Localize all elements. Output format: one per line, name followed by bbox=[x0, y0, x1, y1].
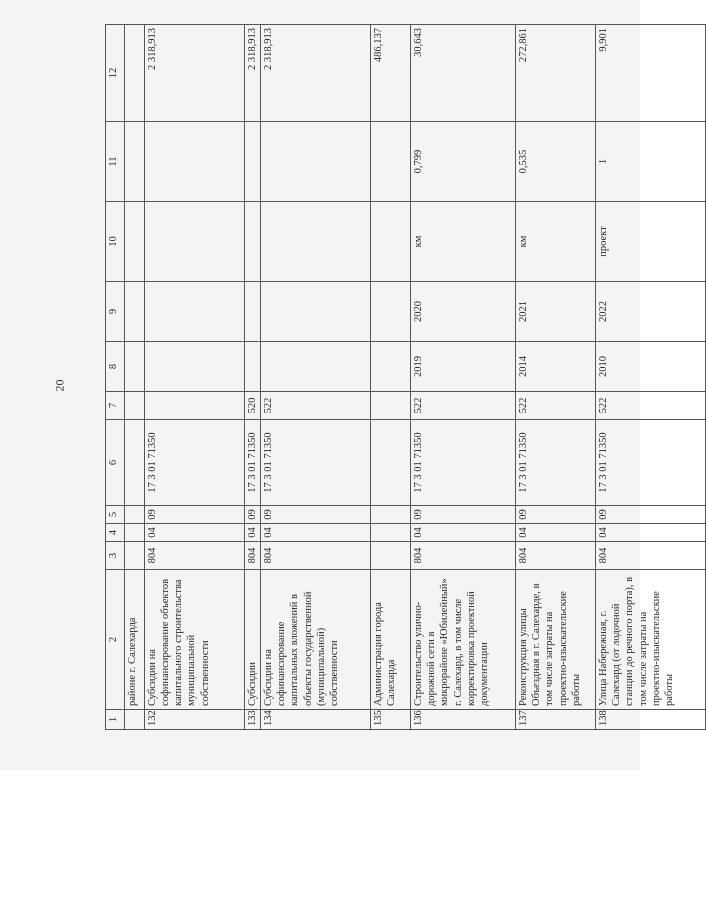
table-cell: 0,799 bbox=[411, 122, 516, 202]
table-cell: 132 bbox=[145, 710, 245, 730]
table-cell bbox=[371, 122, 411, 202]
header-cell: 6 bbox=[106, 420, 125, 506]
table-cell bbox=[145, 392, 245, 420]
table-cell bbox=[125, 710, 145, 730]
table-cell: 04 bbox=[596, 524, 706, 542]
table-cell: Администрация города Салехарда bbox=[371, 570, 411, 710]
table-row bbox=[411, 25, 516, 730]
table-cell: 04 bbox=[411, 524, 516, 542]
table-cell: 804 bbox=[516, 542, 596, 570]
table-cell: Реконструкция улицы Объездная в г. Салехарде, в том числе затраты на проектно-изыскательские работы bbox=[516, 570, 596, 710]
header-cell: 8 bbox=[106, 342, 125, 392]
table-cell: 522 bbox=[596, 392, 706, 420]
header-cell: 5 bbox=[106, 506, 125, 524]
table-cell bbox=[125, 506, 145, 524]
table-cell: 17 3 01 71350 bbox=[145, 420, 245, 506]
table-cell: 804 bbox=[596, 542, 706, 570]
table-row bbox=[371, 25, 411, 730]
table-cell: 09 bbox=[516, 506, 596, 524]
header-cell: 7 bbox=[106, 392, 125, 420]
table-cell: 2 318,913 bbox=[261, 25, 371, 122]
table-cell bbox=[371, 524, 411, 542]
header-cell: 3 bbox=[106, 542, 125, 570]
header-cell: 10 bbox=[106, 202, 125, 282]
table-cell bbox=[145, 122, 245, 202]
table-cell bbox=[125, 542, 145, 570]
table-cell: 272,861 bbox=[516, 25, 596, 122]
table-cell bbox=[261, 122, 371, 202]
table-cell: 09 bbox=[145, 506, 245, 524]
table-cell: 04 bbox=[261, 524, 371, 542]
header-cell: 4 bbox=[106, 524, 125, 542]
table-cell bbox=[125, 524, 145, 542]
table-cell: 804 bbox=[145, 542, 245, 570]
table-cell: 2014 bbox=[516, 342, 596, 392]
table-cell: км bbox=[411, 202, 516, 282]
table-cell: 2020 bbox=[411, 282, 516, 342]
table-cell: 522 bbox=[411, 392, 516, 420]
table-cell: 522 bbox=[261, 392, 371, 420]
table-cell: 17 3 01 71350 bbox=[411, 420, 516, 506]
table-cell bbox=[145, 202, 245, 282]
header-cell: 9 bbox=[106, 282, 125, 342]
table-cell: 2 318,913 bbox=[245, 25, 261, 122]
table-cell: 2019 bbox=[411, 342, 516, 392]
table-cell bbox=[245, 342, 261, 392]
table-cell: 137 bbox=[516, 710, 596, 730]
table-cell: 2010 bbox=[596, 342, 706, 392]
table-cell: км bbox=[516, 202, 596, 282]
table-cell: 9,901 bbox=[596, 25, 706, 122]
table-cell bbox=[371, 542, 411, 570]
table-cell: 1 bbox=[596, 122, 706, 202]
table-row bbox=[516, 25, 596, 730]
table-cell: Строительство улично-дорожной сети в микрорайоне «Юбилейный» г. Салехард, в том числе корректировка проектной документации bbox=[411, 570, 516, 710]
table-cell: 09 bbox=[261, 506, 371, 524]
table-cell: 804 bbox=[261, 542, 371, 570]
table-cell bbox=[371, 282, 411, 342]
table-cell bbox=[125, 25, 145, 122]
table-cell bbox=[371, 506, 411, 524]
table-cell bbox=[245, 202, 261, 282]
table-row bbox=[261, 25, 371, 730]
table-cell bbox=[125, 342, 145, 392]
table-cell bbox=[125, 420, 145, 506]
table-cell: 2021 bbox=[516, 282, 596, 342]
table-cell bbox=[125, 122, 145, 202]
table-cell: Субсидии на софинансирование объектов капитального строительства муниципальной собственности bbox=[145, 570, 245, 710]
table-cell: 135 bbox=[371, 710, 411, 730]
table-cell bbox=[261, 342, 371, 392]
table-cell bbox=[125, 392, 145, 420]
table-cell bbox=[261, 202, 371, 282]
table-cell: 804 bbox=[411, 542, 516, 570]
budget-table bbox=[105, 24, 706, 730]
table-cell: 17 3 01 71350 bbox=[596, 420, 706, 506]
table-cell: 09 bbox=[245, 506, 261, 524]
table-cell: районе г. Салехарда bbox=[125, 570, 145, 710]
table-row bbox=[145, 25, 245, 730]
header-cell: 12 bbox=[106, 25, 125, 122]
table-cell bbox=[371, 420, 411, 506]
table-cell bbox=[145, 282, 245, 342]
table-cell: Субсидии на софинансирование капитальных вложений в объекты государственной (муниципальной) собственности bbox=[261, 570, 371, 710]
table-cell bbox=[125, 202, 145, 282]
header-cell: 1 bbox=[106, 710, 125, 730]
table-cell bbox=[371, 202, 411, 282]
table-row bbox=[125, 25, 145, 730]
table-cell: 30,643 bbox=[411, 25, 516, 122]
table-cell: 17 3 01 71350 bbox=[245, 420, 261, 506]
header-cell: 11 bbox=[106, 122, 125, 202]
table-cell: 17 3 01 71350 bbox=[516, 420, 596, 506]
table-cell: 138 bbox=[596, 710, 706, 730]
table-cell: Улица Набережная, г. Салехард (от лодочной станции до речного порта), в том числе затраты на проектно-изыскательские работы bbox=[596, 570, 706, 710]
table-cell: 520 bbox=[245, 392, 261, 420]
table-cell: 134 bbox=[261, 710, 371, 730]
header-cell: 2 bbox=[106, 570, 125, 710]
table-row bbox=[596, 25, 706, 730]
table-cell bbox=[125, 282, 145, 342]
table-cell: 2 318,913 bbox=[145, 25, 245, 122]
table-cell: 04 bbox=[516, 524, 596, 542]
table-cell: 0,535 bbox=[516, 122, 596, 202]
table-row bbox=[245, 25, 261, 730]
table-cell: 2022 bbox=[596, 282, 706, 342]
rotated-table-wrapper bbox=[105, 25, 675, 730]
table-cell: 04 bbox=[245, 524, 261, 542]
table-header-row bbox=[106, 25, 125, 730]
table-cell: 486,137 bbox=[371, 25, 411, 122]
table-cell bbox=[245, 282, 261, 342]
table-cell: проект bbox=[596, 202, 706, 282]
table-cell: 522 bbox=[516, 392, 596, 420]
table-cell: 09 bbox=[596, 506, 706, 524]
table-cell bbox=[145, 342, 245, 392]
table-cell: 17 3 01 71350 bbox=[261, 420, 371, 506]
table-cell: 136 bbox=[411, 710, 516, 730]
page-number: 20 bbox=[52, 379, 67, 392]
table-cell: 133 bbox=[245, 710, 261, 730]
table-cell: 804 bbox=[245, 542, 261, 570]
table-cell bbox=[371, 342, 411, 392]
table-cell: 09 bbox=[411, 506, 516, 524]
table-cell bbox=[245, 122, 261, 202]
table-cell: Субсидии bbox=[245, 570, 261, 710]
table-cell bbox=[371, 392, 411, 420]
table-cell bbox=[261, 282, 371, 342]
table-cell: 04 bbox=[145, 524, 245, 542]
